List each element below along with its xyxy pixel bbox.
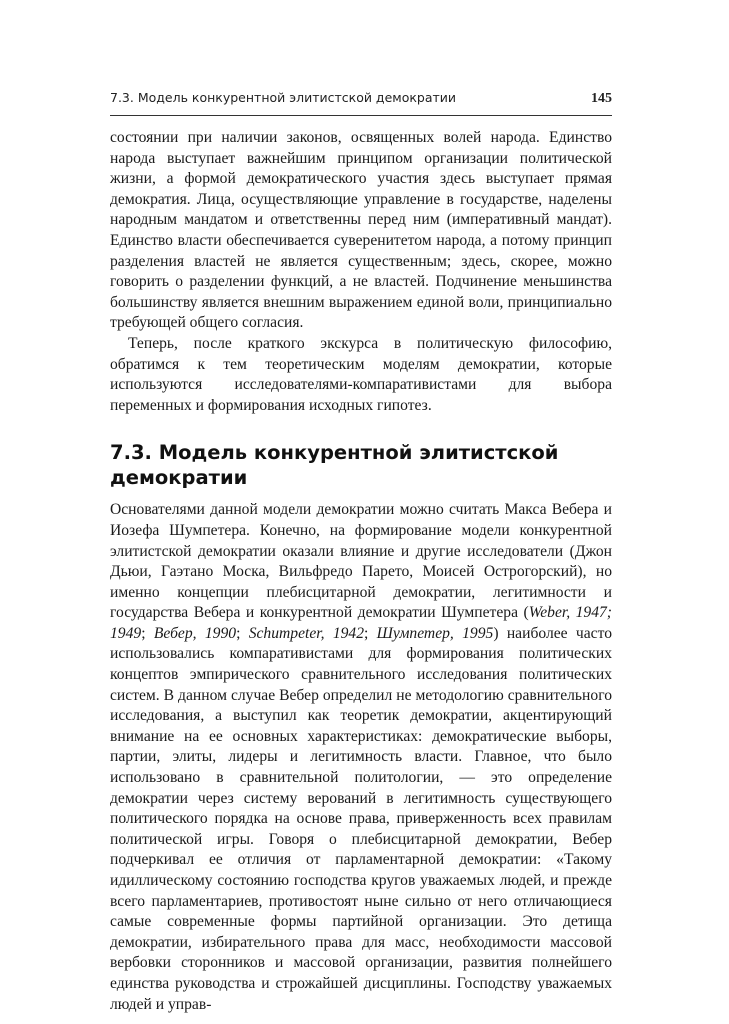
paragraph-section-body (110, 500, 612, 1015)
citation-separator: ; (141, 624, 154, 642)
citation-veber-1990: Вебер, 1990 (153, 624, 237, 642)
citation-separator: ; (364, 624, 377, 642)
citation-schumpeter-1942: Schumpeter, 1942 (248, 624, 365, 642)
citation-separator: ; (236, 624, 249, 642)
running-title: 7.3. Модель конкурентной элитистской демократии (110, 90, 457, 105)
page-number: 145 (591, 91, 612, 106)
paragraph-continued: состоянии при наличии законов, освященных волей народа. Единство народа выступает важнейшим принципом организации политической жизни, а формой демократического участия здесь выступает прямая демократия. Лица, осуществляющие управление в государстве, наделены народным мандатом и ответственны перед ним (императивный мандат). Единство власти обеспечивается суверенитетом народа, а потому принцип разделения властей не является существенным; здесь, скорее, можно говорить о разделении функций, а не властей. Подчинение меньшинства большинству является внешним выражением единой воли, принципиально требующей общего согласия. (110, 129, 612, 332)
section-heading: 7.3. Модель конкурентной элитистской демократии (110, 441, 559, 490)
citation-weber-1947: Weber, 1947; 1949 (110, 604, 613, 642)
paragraph-transition: Теперь, после краткого экскурса в политическую философию, обратимся к тем теоретическим моделям демократии, которые используются исследователями-компаративистами для выбора переменных и формирования исходных гипотез. (110, 334, 612, 414)
paragraph-text-part-2: ) наиболее часто использовались компаративистами для формирования политических концептов эмпирического сравнительного исследования политических систем. В данном случае Вебер определил не методологию сравнительного исследования, а выступил как теоретик демократии, акцентирующий внимание на ее основных характеристиках: демократические выборы, партии, элиты, лидеры и легитимность власти. Главное, что было использовано в сравнительной политологии, — это определение демократии через систему верований в легитимность существующего политического порядка на основе права, приверженность всех правилам политической игры. Говоря о плебисцитарной демократии, Вебер подчеркивал ее отличия от парламентарной демократии: «Такому идиллическому состоянию господства кругов уважаемых людей, и прежде всего парламентариев, противостоят ныне сильно от него отличающиеся самые современные формы партийной организации. Это детища демократии, избирательного права для масс, необходимости массовой вербовки сторонников и массовой организации, развития полнейшего единства руководства и строжайшей дисциплины. Господству уважаемых людей и управ- (110, 624, 613, 1013)
citation-shumpeter-1995: Шумпетер, 1995 (376, 624, 494, 642)
running-header (110, 90, 612, 112)
book-page (110, 90, 612, 1015)
header-rule (110, 115, 612, 116)
paragraph-text-part-1: Основателями данной модели демократии можно считать Макса Вебера и Иозефа Шумпетера. Конечно, на формирование модели конкурентной элитистской демократии оказали влияние и другие исследователи (Джон Дьюи, Гаэтано Моска, Вильфредо Парето, Моисей Острогорский), но именно концепции плебисцитарной демократии, легитимности и государства Вебера и конкурентной демократии Шумпетера ( (110, 501, 612, 622)
